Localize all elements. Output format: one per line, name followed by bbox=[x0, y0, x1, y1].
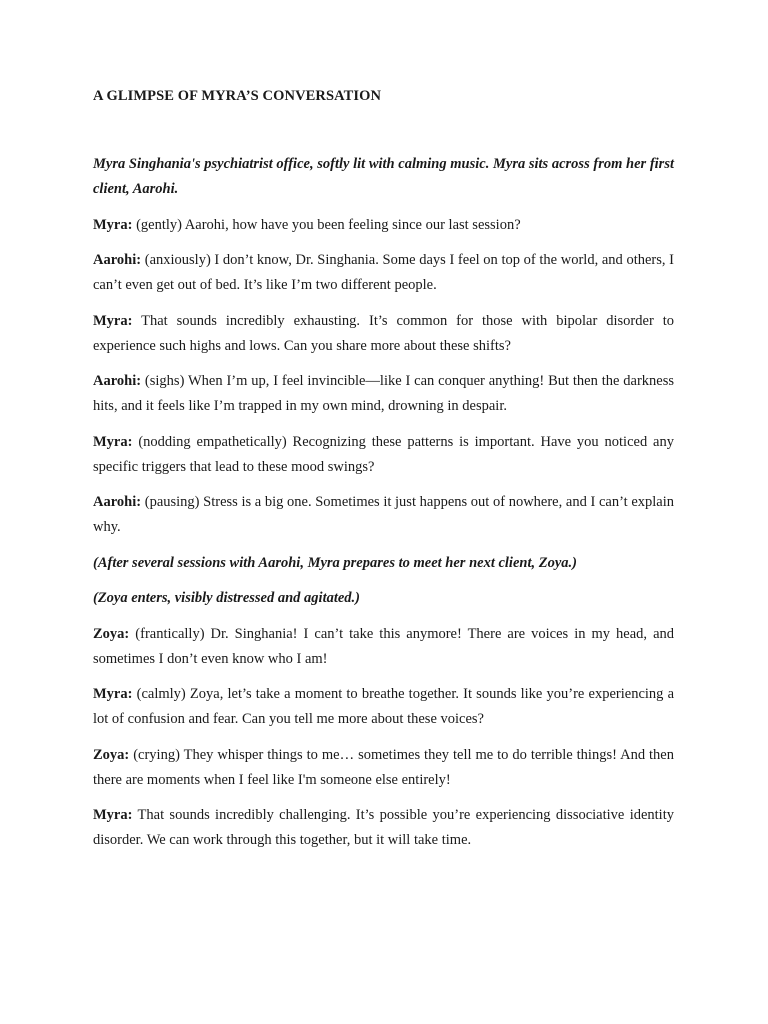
document-title: A GLIMPSE OF MYRA’S CONVERSATION bbox=[93, 88, 382, 104]
dialogue-line bbox=[93, 743, 674, 793]
stage-direction: (Zoya enters, visibly distressed and agitated.) bbox=[93, 590, 361, 606]
dialogue-line bbox=[93, 369, 674, 419]
dialogue-text: That sounds incredibly exhausting. It’s common for those with bipolar disorder to experience such highs and lows. Can you share more about these shifts? bbox=[93, 312, 674, 354]
dialogue-text: (pausing) Stress is a big one. Sometimes it just happens out of nowhere, and I can’t explain why. bbox=[93, 494, 674, 535]
dialogue-line bbox=[93, 682, 674, 732]
dialogue-line bbox=[93, 248, 674, 298]
dialogue-line bbox=[93, 309, 674, 359]
document-page bbox=[93, 86, 674, 864]
stage-direction: (After several sessions with Aarohi, Myra prepares to meet her next client, Zoya.) bbox=[93, 554, 577, 571]
dialogue-text: That sounds incredibly challenging. It’s possible you’re experiencing dissociative identity disorder. We can work through this together, but it will take time. bbox=[93, 807, 674, 848]
dialogue-text: (gently) Aarohi, how have you been feeling since our last session? bbox=[136, 216, 521, 233]
dialogue-line bbox=[93, 213, 674, 238]
dialogue-text: (anxiously) I don’t know, Dr. Singhania. Some days I feel on top of the world, and others, I can’t even get out of bed. It’s like I’m two different people. bbox=[93, 252, 674, 293]
speaker-name: Myra: bbox=[93, 433, 133, 450]
speaker-name: Myra: bbox=[93, 216, 133, 233]
dialogue-line bbox=[93, 490, 674, 540]
dialogue-line bbox=[93, 803, 674, 853]
speaker-name: Zoya: bbox=[93, 625, 130, 642]
dialogue-text: (calmly) Zoya, let’s take a moment to breathe together. It sounds like you’re experiencing a lot of confusion and fear. Can you tell me more about these voices? bbox=[93, 686, 675, 727]
speaker-name: Aarohi: bbox=[93, 252, 142, 268]
speaker-name: Aarohi: bbox=[93, 494, 142, 510]
dialogue-line bbox=[93, 430, 674, 480]
scene-intro: Myra Singhania's psychiatrist office, softly lit with calming music. Myra sits across from her first client, Aarohi. bbox=[93, 156, 674, 197]
speaker-name: Aarohi: bbox=[93, 373, 142, 389]
speaker-name: Myra: bbox=[93, 312, 133, 329]
dialogue-line bbox=[93, 622, 674, 672]
dialogue-text: (frantically) Dr. Singhania! I can’t take this anymore! There are voices in my head, and sometimes I don’t even know who I am! bbox=[93, 625, 675, 667]
speaker-name: Myra: bbox=[93, 807, 133, 823]
dialogue-text: (sighs) When I’m up, I feel invincible—like I can conquer anything! But then the darkness hits, and it feels like I’m trapped in my own mind, drowning in despair. bbox=[93, 373, 674, 414]
speaker-name: Zoya: bbox=[93, 746, 130, 763]
speaker-name: Myra: bbox=[93, 686, 133, 702]
dialogue-text: (nodding empathetically) Recognizing these patterns is important. Have you noticed any specific triggers that lead to these mood swings? bbox=[93, 433, 674, 475]
dialogue-text: (crying) They whisper things to me… sometimes they tell me to do terrible things! And then there are moments when I feel like I'm someone else entirely! bbox=[93, 746, 674, 788]
